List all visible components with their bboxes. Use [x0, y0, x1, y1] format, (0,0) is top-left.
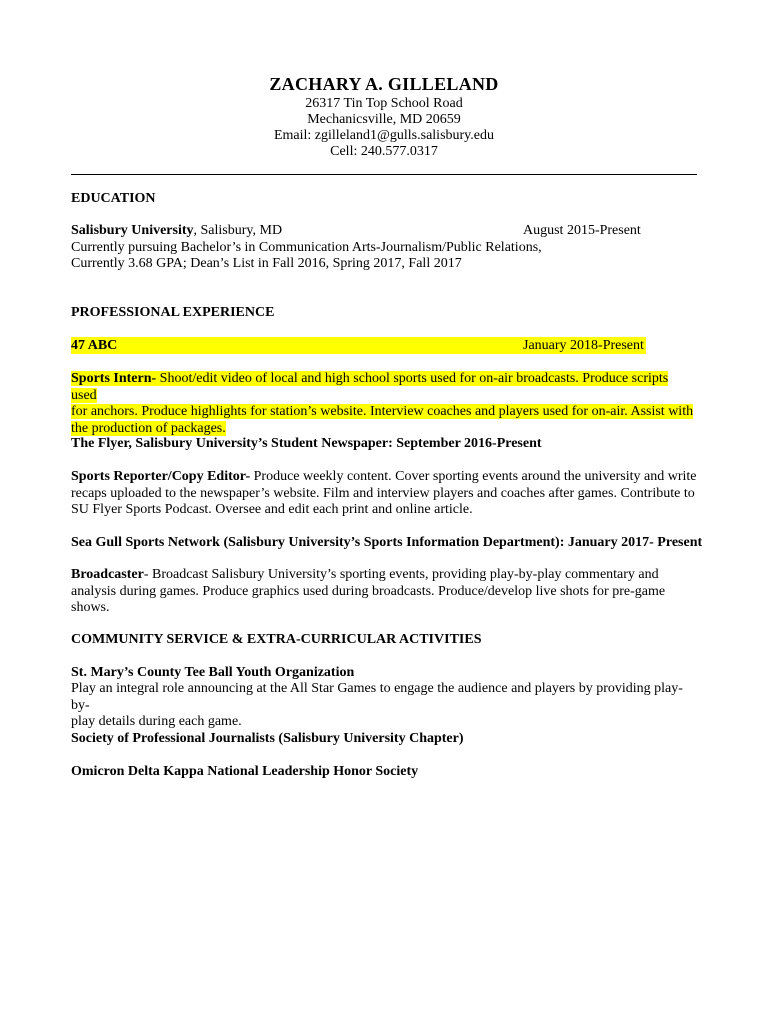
community-heading: COMMUNITY SERVICE & EXTRA-CURRICULAR ACTIVITIES	[71, 632, 482, 647]
cell-line: Cell: 240.577.0317	[330, 144, 438, 159]
header-divider	[71, 174, 697, 175]
job3-desc-line-3: shows.	[71, 600, 110, 615]
job1-desc-line-3: the production of packages.	[71, 420, 226, 436]
org1-name: St. Mary’s County Tee Ball Youth Organization	[71, 665, 355, 680]
job1-title: Sports Intern-	[71, 371, 157, 386]
address-line-2: Mechanicsville, MD 20659	[307, 112, 461, 127]
job2-desc-line-1: Sports Reporter/Copy Editor- Produce weekly content. Cover sporting events around the university and write	[71, 469, 697, 484]
email-line: Email: zgilleland1@gulls.salisbury.edu	[273, 128, 494, 143]
education-heading: EDUCATION	[71, 191, 156, 206]
org1-desc-line-2: play details during each game.	[71, 714, 242, 729]
education-line-1: Currently pursuing Bachelor’s in Communication Arts-Journalism/Public Relations,	[71, 240, 542, 255]
job3-description	[71, 567, 697, 617]
education-dates: August 2015-Present	[523, 223, 641, 238]
job1-highlight-bar	[71, 337, 646, 354]
school-name: Salisbury University	[71, 223, 194, 238]
job2-description	[71, 469, 697, 519]
org1-desc-line-1: Play an integral role announcing at the All Star Games to engage the audience and players by providing play-by-	[71, 681, 683, 713]
job3-employer: Sea Gull Sports Network (Salisbury University’s Sports Information Department): January 2017- Present	[71, 535, 703, 550]
job3-title: Broadcaster	[71, 567, 144, 582]
education-school-line	[71, 223, 282, 240]
job1-desc-line-1: Sports Intern- Shoot/edit video of local and high school sports used for on-air broadcasts. Produce scripts used	[71, 371, 669, 403]
job3-desc-line-2: analysis during games. Produce graphics used during broadcasts. Produce/develop live shots for pre-game	[71, 583, 666, 599]
job1-dates: January 2018-Present	[523, 338, 644, 353]
org3-name: Omicron Delta Kappa National Leadership Honor Society	[71, 764, 419, 779]
school-location: , Salisbury, MD	[193, 223, 283, 238]
job3-desc-line-1: Broadcaster- Broadcast Salisbury University’s sporting events, providing play-by-play commentary and	[71, 567, 659, 582]
job2-title: Sports Reporter/Copy Editor-	[71, 469, 251, 484]
experience-heading: PROFESSIONAL EXPERIENCE	[71, 305, 275, 320]
job2-employer: The Flyer, Salisbury University’s Student Newspaper: September 2016-Present	[71, 436, 542, 451]
org2-name: Society of Professional Journalists (Salisbury University Chapter)	[71, 731, 464, 746]
education-line-2: Currently 3.68 GPA; Dean’s List in Fall 2016, Spring 2017, Fall 2017	[71, 256, 462, 271]
resume-name: ZACHARY A. GILLELAND	[269, 74, 499, 94]
job2-desc-line-3: SU Flyer Sports Podcast. Oversee and edit each print and online article.	[71, 502, 473, 517]
job2-desc-line-2: recaps uploaded to the newspaper’s website. Film and interview players and coaches after games. Contribute to	[71, 485, 695, 501]
job1-description	[71, 371, 697, 437]
address-line-1: 26317 Tin Top School Road	[305, 96, 463, 111]
job1-employer: 47 ABC	[71, 338, 118, 353]
job1-desc-line-2: for anchors. Produce highlights for station’s website. Interview coaches and players used for on-air. Assist with	[71, 404, 694, 419]
org1-description	[71, 681, 697, 731]
